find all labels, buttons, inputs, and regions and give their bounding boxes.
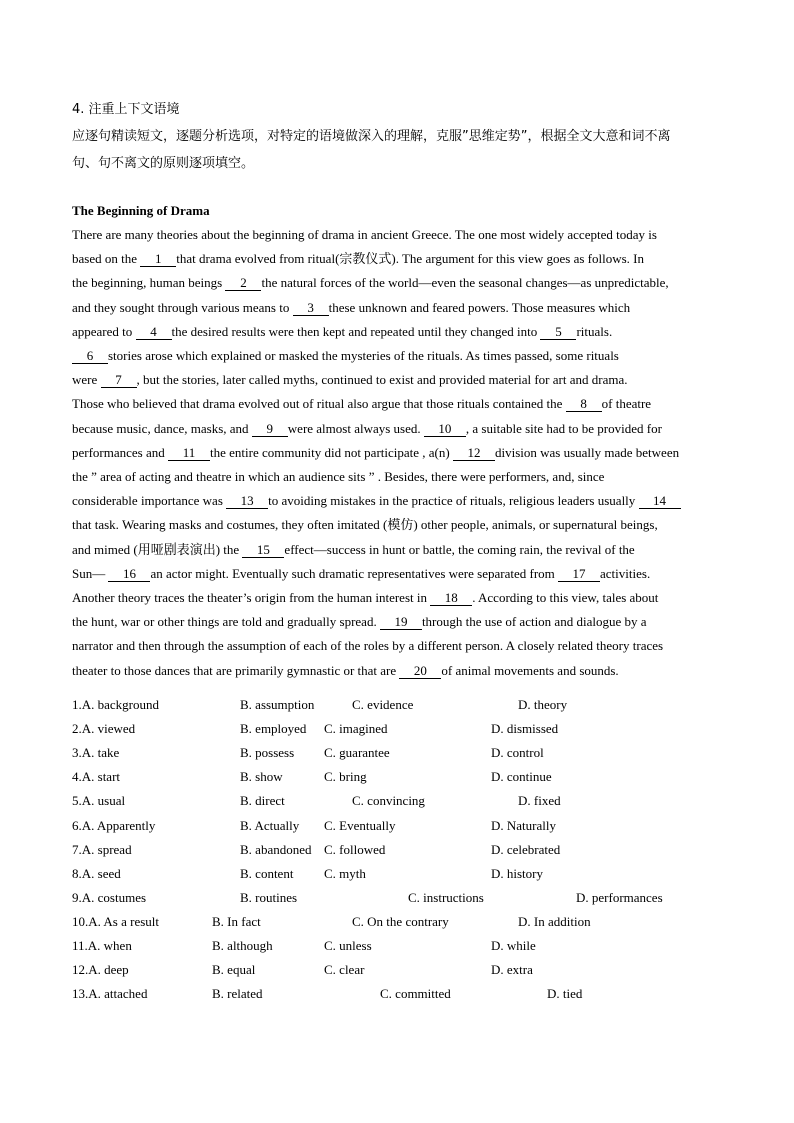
passage-line [72, 421, 662, 437]
passage-line [72, 517, 658, 533]
passage-text: of animal movements and sounds. [441, 662, 619, 678]
option-choice[interactable]: D. while [491, 938, 536, 953]
passage-text: the ” area of acting and theatre in which an audience sits ” . Besides, there were performers, and, since [72, 469, 605, 484]
passage-text: and they sought through various means to [72, 299, 293, 315]
passage-text: . According to this view, tales about [472, 590, 659, 605]
option-choice[interactable]: B. show [240, 769, 283, 785]
blank-11[interactable]: 11 [168, 446, 210, 461]
passage-text: the desired results were then kept and repeated until they changed into [171, 323, 541, 339]
option-choice[interactable]: B. assumption [240, 697, 315, 712]
passage-line [72, 348, 619, 364]
passage-line [72, 469, 604, 485]
passage-text: the beginning, human beings [72, 275, 226, 291]
passage-text: Those who believed that drama evolved out of ritual also argue that those rituals contained the [72, 396, 566, 412]
option-choice[interactable]: D. theory [518, 697, 568, 712]
option-choice[interactable]: C. convincing [352, 793, 425, 809]
option-choice[interactable]: 3.A. take [72, 745, 120, 761]
passage-text: division was usually made between [494, 444, 680, 460]
passage-line [72, 638, 663, 654]
option-choice[interactable]: B. related [212, 986, 263, 1002]
passage-line [72, 300, 630, 316]
passage-text: considerable importance was [72, 493, 227, 509]
option-choice[interactable]: 8.A. seed [72, 865, 121, 881]
passage-text: theater to those dances that are primarily gymnastic or that are [72, 662, 400, 678]
passage-text: appeared to [72, 323, 136, 339]
option-choice[interactable]: 1.A. background [72, 697, 160, 712]
passage-text: activities. [600, 565, 651, 581]
passage-line [72, 493, 681, 509]
blank-17[interactable]: 17 [558, 567, 600, 582]
passage-text: the hunt, war or other things are told and gradually spread. [72, 614, 380, 630]
passage-text: Sun— [72, 565, 109, 581]
option-choice[interactable]: D. celebrated [491, 841, 561, 857]
passage-text: of theatre [601, 396, 652, 412]
blank-14[interactable]: 14 [639, 494, 681, 509]
instruction-line: 句、句不离文的原则逐项填空。 [72, 156, 255, 171]
passage-line [72, 372, 627, 388]
passage-line [72, 663, 619, 679]
option-choice[interactable]: 7.A. spread [72, 841, 132, 857]
instruction-line: 应逐句精读短文，逐题分析选项，对特定的语境做深入的理解，克服”思维定势”，根据全文大意和词不离 [72, 129, 671, 144]
passage-text: rituals. [576, 323, 613, 339]
option-choice[interactable]: B. abandoned [240, 841, 312, 857]
option-choice[interactable]: D. control [491, 745, 544, 761]
option-choice[interactable]: B. direct [240, 793, 285, 809]
blank-20[interactable]: 20 [399, 664, 441, 679]
passage-text: because music, dance, masks, and [72, 420, 252, 436]
option-choice[interactable]: D. In addition [518, 913, 591, 929]
passage-text: based on the [72, 251, 141, 267]
passage-line [72, 566, 650, 582]
option-choice[interactable]: C. bring [324, 769, 367, 785]
blank-5[interactable]: 5 [540, 325, 576, 340]
passage-text: performances and [72, 444, 169, 460]
passage-line [72, 275, 669, 291]
option-choice[interactable]: D. performances [576, 889, 663, 905]
blank-4[interactable]: 4 [136, 325, 172, 340]
passage-title: The Beginning of Drama [72, 203, 210, 218]
blank-16[interactable]: 16 [108, 567, 150, 582]
blank-18[interactable]: 18 [430, 591, 472, 606]
blank-3[interactable]: 3 [293, 301, 329, 316]
passage-text: stories arose which explained or masked the mysteries of the rituals. As times passed, some rituals [108, 348, 619, 363]
option-choice[interactable]: B. content [240, 865, 294, 881]
passage-text: There are many theories about the beginning of drama in ancient Greece. The one most widely accepted today is [72, 227, 657, 242]
passage-line [72, 542, 635, 558]
option-choice[interactable]: C. On the contrary [352, 913, 449, 929]
passage-text: through the use of action and dialogue by a [421, 614, 647, 630]
blank-19[interactable]: 19 [380, 615, 422, 630]
passage-text: to avoiding mistakes in the practice of rituals, religious leaders usually [268, 493, 639, 509]
option-choice[interactable]: C. committed [380, 986, 451, 1002]
option-choice[interactable]: C. clear [324, 962, 365, 978]
passage-line [72, 445, 679, 461]
option-choice[interactable]: B. employed [240, 721, 307, 737]
blank-10[interactable]: 10 [424, 422, 466, 437]
option-choice[interactable]: B. Actually [240, 817, 300, 833]
option-choice[interactable]: D. continue [491, 769, 552, 785]
passage-text: the entire community did not participate , a(n) [210, 444, 453, 460]
option-choice[interactable]: B. possess [240, 745, 295, 761]
blank-9[interactable]: 9 [252, 422, 288, 437]
passage-text: and mimed (用哑剧表演出) the [72, 541, 243, 557]
option-choice[interactable]: 5.A. usual [72, 793, 126, 809]
passage-line [72, 227, 657, 243]
passage-line [72, 324, 612, 340]
option-choice[interactable]: B. routines [240, 889, 298, 905]
option-choice[interactable]: D. fixed [518, 793, 561, 809]
option-choice[interactable]: D. dismissed [491, 721, 559, 737]
blank-6[interactable]: 6 [72, 349, 108, 364]
passage-text: effect—success in hunt or battle, the coming rain, the revival of the [284, 541, 635, 557]
option-choice[interactable]: 13.A. attached [72, 986, 148, 1002]
option-choice[interactable]: 12.A. deep [72, 962, 129, 978]
passage-text: were almost always used. [287, 420, 424, 436]
passage-line [72, 396, 651, 412]
passage-text: these unknown and feared powers. Those measures which [328, 299, 631, 315]
blank-1[interactable]: 1 [140, 252, 176, 267]
blank-2[interactable]: 2 [225, 276, 261, 291]
option-choice[interactable]: D. tied [547, 986, 583, 1002]
passage-line [72, 590, 658, 606]
section-heading: 4. 注重上下文语境 [72, 102, 180, 117]
option-choice[interactable]: D. history [491, 865, 543, 881]
passage-text: narrator and then through the assumption of each of the roles by a different person. A closely related theory traces [72, 638, 664, 654]
passage-text: were [72, 372, 101, 388]
option-choice[interactable]: 9.A. costumes [72, 889, 147, 905]
blank-8[interactable]: 8 [566, 397, 602, 412]
passage-line [72, 251, 644, 267]
option-choice[interactable]: C. guarantee [324, 745, 390, 761]
blank-7[interactable]: 7 [101, 373, 137, 388]
option-choice[interactable]: B. In fact [212, 913, 261, 929]
passage-line [72, 614, 647, 630]
option-choice[interactable]: C. Eventually [324, 817, 396, 833]
option-choice[interactable]: C. unless [324, 938, 372, 953]
option-choice[interactable]: 2.A. viewed [72, 721, 136, 737]
passage-text: , but the stories, later called myths, continued to exist and provided material for art and drama. [136, 372, 628, 388]
option-choice[interactable]: D. Naturally [491, 817, 556, 833]
passage-text: that drama evolved from ritual(宗教仪式). The argument for this view goes as follows. In [176, 251, 645, 267]
option-choice[interactable]: 11.A. when [72, 938, 132, 953]
blank-13[interactable]: 13 [226, 494, 268, 509]
option-choice[interactable]: C. imagined [324, 721, 388, 737]
option-choice[interactable]: 6.A. Apparently [72, 817, 156, 833]
option-choice[interactable]: C. followed [324, 841, 386, 857]
option-choice[interactable]: 4.A. start [72, 769, 121, 785]
blank-12[interactable]: 12 [453, 446, 495, 461]
option-choice[interactable]: C. myth [324, 865, 366, 881]
passage-text: Another theory traces the theater’s origin from the human interest in [72, 590, 431, 605]
blank-15[interactable]: 15 [242, 543, 284, 558]
option-choice[interactable]: B. equal [212, 962, 256, 978]
option-choice[interactable]: 10.A. As a result [72, 913, 160, 929]
option-choice[interactable]: D. extra [491, 962, 533, 978]
passage-text: the natural forces of the world—even the seasonal changes—as unpredictable, [261, 275, 669, 291]
option-choice[interactable]: B. although [212, 938, 273, 953]
option-choice[interactable]: C. instructions [408, 889, 484, 905]
option-choice[interactable]: C. evidence [352, 697, 414, 712]
passage-text: , a suitable site had to be provided for [465, 420, 662, 436]
passage-text: an actor might. Eventually such dramatic representatives were separated from [150, 565, 559, 581]
passage-text: that task. Wearing masks and costumes, they often imitated (模仿) other people, animals, or supernatural beings, [72, 517, 658, 533]
